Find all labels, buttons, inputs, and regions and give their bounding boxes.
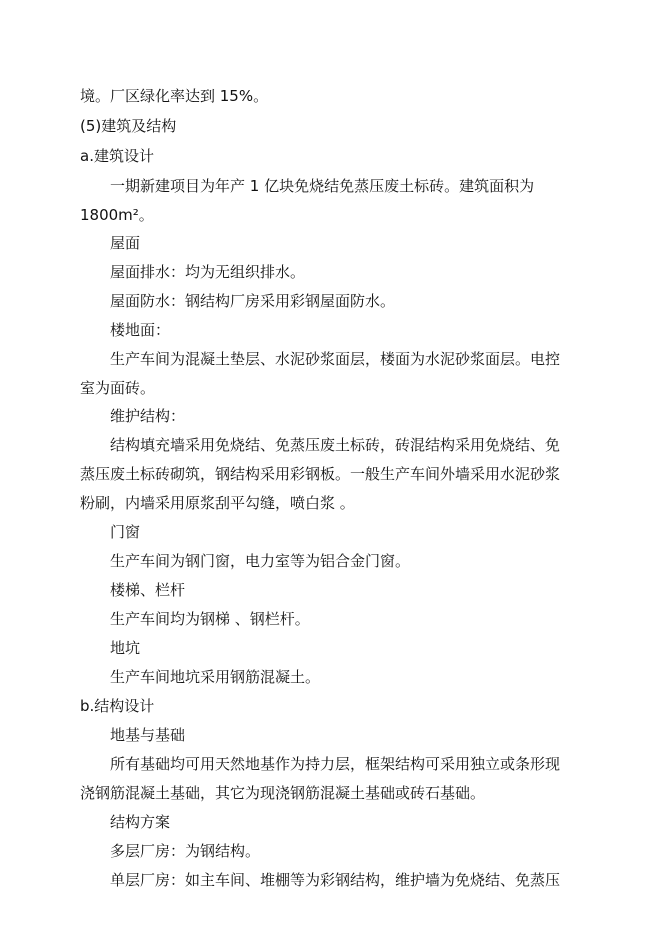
paragraph-line: 单层厂房：如主车间、堆棚等为彩钢结构，维护墙为免烧结、免蒸压 <box>110 871 561 889</box>
subsection-heading-architectural-design: a.建筑设计 <box>80 147 154 165</box>
paragraph-line: 屋面防水：钢结构厂房采用彩钢屋面防水。 <box>110 292 396 310</box>
paragraph-line: 一期新建项目为年产 1 亿块免烧结免蒸压废土标砖。建筑面积为 <box>110 177 535 195</box>
item-heading-foundation: 地基与基础 <box>110 726 186 744</box>
paragraph-line: 浇钢筋混凝土基础，其它为现浇钢筋混凝土基础或砖石基础。 <box>80 784 486 802</box>
subsection-heading-structural-design: b.结构设计 <box>80 697 155 715</box>
paragraph-line: 结构填充墙采用免烧结、免蒸压废土标砖，砖混结构采用免烧结、免 <box>110 436 561 454</box>
item-heading-envelope: 维护结构： <box>110 407 186 425</box>
item-heading-pit: 地坑 <box>110 639 141 657</box>
paragraph-line: 多层厂房：为钢结构。 <box>110 842 261 860</box>
paragraph-line: 生产车间为混凝土垫层、水泥砂浆面层，楼面为水泥砂浆面层。电控 <box>110 350 561 368</box>
section-heading-architecture-structure: (5)建筑及结构 <box>80 117 177 135</box>
item-heading-stairs-railings: 楼梯、栏杆 <box>110 581 186 599</box>
paragraph-line: 所有基础均可用天然地基作为持力层，框架结构可采用独立或条形现 <box>110 755 561 773</box>
item-heading-roof: 屋面 <box>110 234 141 252</box>
item-heading-doors-windows: 门窗 <box>110 523 141 541</box>
paragraph-line: 生产车间均为钢梯 、钢栏杆。 <box>110 610 310 628</box>
paragraph-line: 屋面排水：均为无组织排水。 <box>110 263 306 281</box>
item-heading-floor: 楼地面： <box>110 321 171 339</box>
paragraph-line: 生产车间为钢门窗，电力室等为铝合金门窗。 <box>110 552 411 570</box>
paragraph-line: 蒸压废土标砖砌筑，钢结构采用彩钢板。一般生产车间外墙采用水泥砂浆 <box>80 465 561 483</box>
paragraph-line: 粉刷，内墙采用原浆刮平勾缝，喷白浆 。 <box>80 494 355 512</box>
paragraph-line: 生产车间地坑采用钢筋混凝土。 <box>110 668 321 686</box>
paragraph-line: 室为面砖。 <box>80 379 156 397</box>
text-line-greening-rate: 境。厂区绿化率达到 15%。 <box>80 87 269 105</box>
paragraph-line: 1800m²。 <box>80 206 154 224</box>
item-heading-structural-scheme: 结构方案 <box>110 813 171 831</box>
